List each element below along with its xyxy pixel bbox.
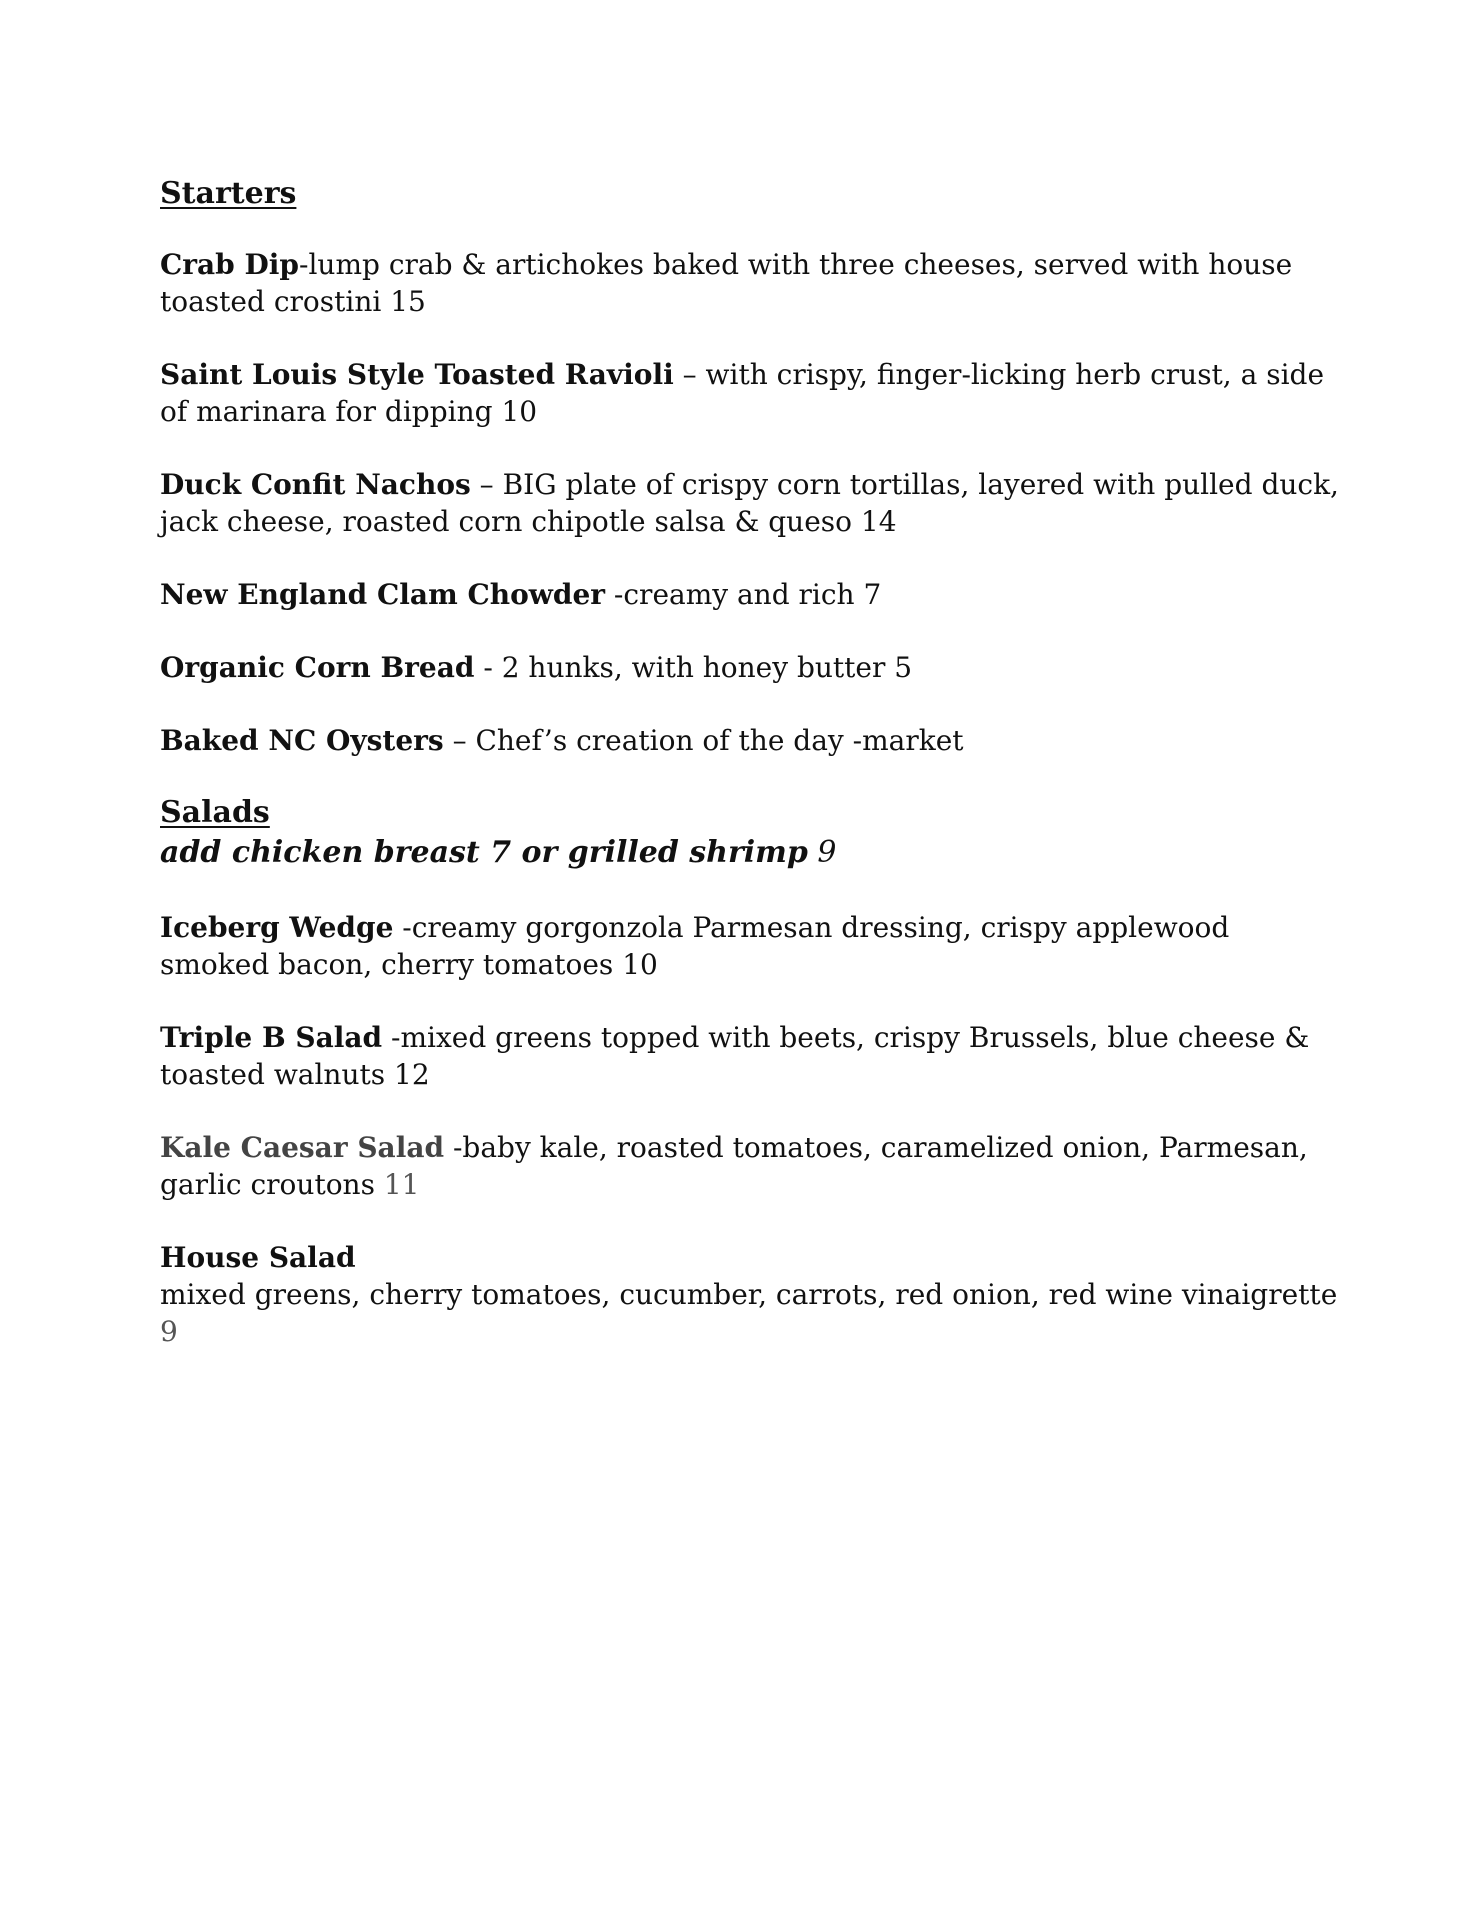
item-name: Crab Dip [160, 248, 300, 281]
item-price: 11 [374, 1168, 420, 1201]
item-name: Iceberg Wedge [160, 911, 394, 944]
item-description: -baby kale, roasted tomatoes, caramelized onion, Parmesan, garlic croutons [160, 1131, 1308, 1201]
menu-item-toasted-ravioli [160, 356, 1340, 430]
item-description: -creamy and rich 7 [605, 578, 882, 611]
menu-item-clam-chowder [160, 576, 1340, 613]
item-description: -mixed greens topped with beets, crispy Brussels, blue cheese & toasted walnuts 12 [160, 1021, 1310, 1091]
menu-item-crab-dip [160, 246, 1340, 320]
item-name: Organic Corn Bread [160, 651, 475, 684]
item-description: – BIG plate of crispy corn tortillas, layered with pulled duck, jack cheese, roasted corn chipotle salsa & queso 14 [160, 468, 1339, 538]
menu-item-triple-b-salad [160, 1019, 1340, 1093]
menu-item-iceberg-wedge [160, 909, 1340, 983]
item-name: House Salad [160, 1241, 356, 1274]
salads-heading: Salads [160, 795, 270, 830]
item-name: Saint Louis Style Toasted Ravioli [160, 358, 674, 391]
item-name: Baked NC Oysters [160, 724, 444, 757]
addon-text: add chicken breast 7 or grilled shrimp [160, 835, 808, 870]
item-description: -lump crab & artichokes baked with three cheeses, served with house toasted crostini 15 [160, 248, 1293, 318]
item-description: - 2 hunks, with honey butter 5 [474, 651, 913, 684]
item-description: -creamy gorgonzola Parmesan dressing, crispy applewood smoked bacon, cherry tomatoes 10 [160, 911, 1230, 981]
starters-heading: Starters [160, 176, 297, 211]
item-description: mixed greens, cherry tomatoes, cucumber, carrots, red onion, red wine vinaigrette [160, 1278, 1338, 1311]
item-description: – with crispy, finger-licking herb crust, a side of marinara for dipping 10 [160, 358, 1325, 428]
menu-page [160, 174, 1340, 1350]
item-name: Triple B Salad [160, 1021, 383, 1054]
menu-item-corn-bread [160, 649, 1340, 686]
item-price: 9 [160, 1315, 178, 1348]
menu-item-baked-oysters [160, 722, 1340, 759]
menu-item-kale-caesar [160, 1129, 1340, 1203]
addon-price: 9 [807, 835, 837, 870]
menu-item-house-salad [160, 1239, 1340, 1350]
salads-addon-note [160, 833, 1340, 873]
item-name: Kale Caesar Salad [160, 1131, 445, 1164]
menu-item-duck-confit-nachos [160, 466, 1340, 540]
item-description: – Chef’s creation of the day -market [443, 724, 964, 757]
item-name: Duck Confit Nachos [160, 468, 471, 501]
item-name: New England Clam Chowder [160, 578, 606, 611]
